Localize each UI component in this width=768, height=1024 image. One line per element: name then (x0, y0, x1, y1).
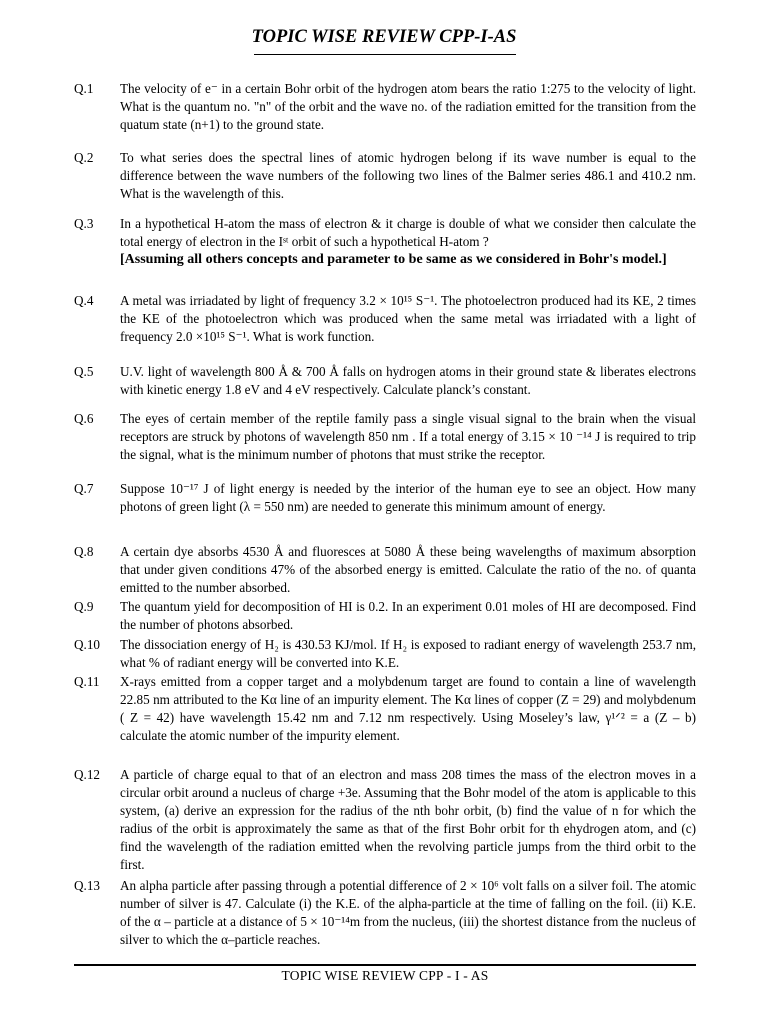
question-number: Q.4 (74, 293, 94, 308)
footer-rule (74, 964, 696, 966)
question-4 (74, 292, 696, 346)
question-8 (74, 543, 696, 597)
question-11 (74, 673, 696, 745)
question-text: The quantum yield for decomposition of HI is 0.2. In an experiment 0.01 moles of HI are decomposed. Find the number of photons absorbed. (120, 599, 696, 632)
question-text: The eyes of certain member of the reptile family pass a single visual signal to the brain when the visual receptors are struck by photons of wavelength 850 nm . If a total energy of 3.15 × 10 ⁻¹⁴ J is required to trip the signal, what is the minimum number of photons that must strike the receptor. (120, 411, 696, 462)
question-text: To what series does the spectral lines of atomic hydrogen belong if its wave number is equal to the difference between the wave numbers of the following two lines of the Balmer series 486.1 and 410.2 nm. What is the wavelength of this. (120, 150, 696, 201)
question-number: Q.12 (74, 767, 101, 782)
question-text: X-rays emitted from a copper target and a molybdenum target are found to contain a line of wavelength 22.85 nm attributed to the Kα line of an impurity element. The Kα lines of copper (Z = 29) and molybdenum ( Z = 42) have wavelength 15.42 nm and 7.12 nm respectively. Using Moseley’s law, γ¹ᐟ² = a (Z – b) calculate the atomic number of the impurity element. (120, 674, 696, 743)
question-text: A certain dye absorbs 4530 Å and fluoresces at 5080 Å these being wavelengths of maximum absorption that under given conditions 47% of the absorbed energy is emitted. Calculate the ratio of the no. of quanta emitted to the number absorbed. (120, 544, 696, 595)
question-number: Q.7 (74, 481, 94, 496)
question-text: Suppose 10⁻¹⁷ J of light energy is needed by the interior of the human eye to see an object. How many photons of green light (λ = 550 nm) are needed to generate this minimum amount of energy. (120, 481, 696, 514)
question-7 (74, 480, 696, 516)
question-1 (74, 80, 696, 134)
question-6 (74, 410, 696, 464)
question-number: Q.11 (74, 674, 100, 689)
title-underline (254, 54, 516, 55)
question-9 (74, 598, 696, 634)
question-number: Q.3 (74, 216, 94, 231)
question-10 (74, 636, 696, 672)
question-text: The dissociation energy of H₂ is 430.53 KJ/mol. If H₂ is exposed to radiant energy of wavelength 253.7 nm, what % of radiant energy will be converted into K.E. (120, 637, 696, 670)
question-number: Q.8 (74, 544, 94, 559)
question-number: Q.13 (74, 878, 101, 893)
question-text: An alpha particle after passing through a potential difference of 2 × 10⁶ volt falls on a silver foil. The atomic number of silver is 47. Calculate (i) the K.E. of the alpha-particle at the time of falling on the foil. (ii) K.E. of the α – particle at a distance of 5 × 10⁻¹⁴m from the nucleus, (iii) the shortest distance from the nucleus of silver to which the α–particle reaches. (120, 878, 696, 947)
question-note: [Assuming all others concepts and parameter to be same as we considered in Bohr's model.] (120, 251, 667, 267)
question-number: Q.1 (74, 81, 94, 96)
question-text: A metal was irriadated by light of frequency 3.2 × 10¹⁵ S⁻¹. The photoelectron produced had its KE, 2 times the KE of the photoelectron which was produced when the same metal was irriadated with a light of frequency 2.0 ×10¹⁵ S⁻¹. What is work function. (120, 293, 696, 344)
question-number: Q.5 (74, 364, 94, 379)
page-footer: TOPIC WISE REVIEW CPP - I - AS (281, 968, 489, 983)
question-number: Q.2 (74, 150, 94, 165)
question-text: In a hypothetical H-atom the mass of electron & it charge is double of what we consider then calculate the total energy of electron in the Iˢᵗ orbit of such a hypothetical H-atom ? (120, 216, 696, 249)
page-title: TOPIC WISE REVIEW CPP-I-AS (251, 27, 517, 47)
question-number: Q.6 (74, 411, 94, 426)
question-text: A particle of charge equal to that of an electron and mass 208 times the mass of the electron moves in a circular orbit around a nucleus of charge +3e. Assuming that the Bohr model of the atom is applicable to this system, (a) derive an expression for the radius of the nth bohr orbit, (b) find the value of n for which the radius of the orbit is approximately the same as that of the first Bohr orbit for th ehydrogen atom, and (c) find the wavelength of the radiation emitted when the revolving particle jumps from the third orbit to the first. (120, 767, 696, 872)
question-13 (74, 877, 696, 949)
question-3 (74, 215, 696, 269)
question-5 (74, 363, 696, 399)
question-12 (74, 766, 696, 873)
question-text: U.V. light of wavelength 800 Å & 700 Å falls on hydrogen atoms in their ground state & liberates electrons with kinetic energy 1.8 eV and 4 eV respectively. Calculate planck’s constant. (120, 364, 696, 397)
question-2 (74, 149, 696, 203)
question-number: Q.10 (74, 637, 101, 652)
question-number: Q.9 (74, 599, 94, 614)
question-text: The velocity of e⁻ in a certain Bohr orbit of the hydrogen atom bears the ratio 1:275 to the velocity of light. What is the quantum no. "n" of the orbit and the wave no. of the radiation emitted for the transition from the quatum state (n+1) to the ground state. (120, 81, 696, 132)
